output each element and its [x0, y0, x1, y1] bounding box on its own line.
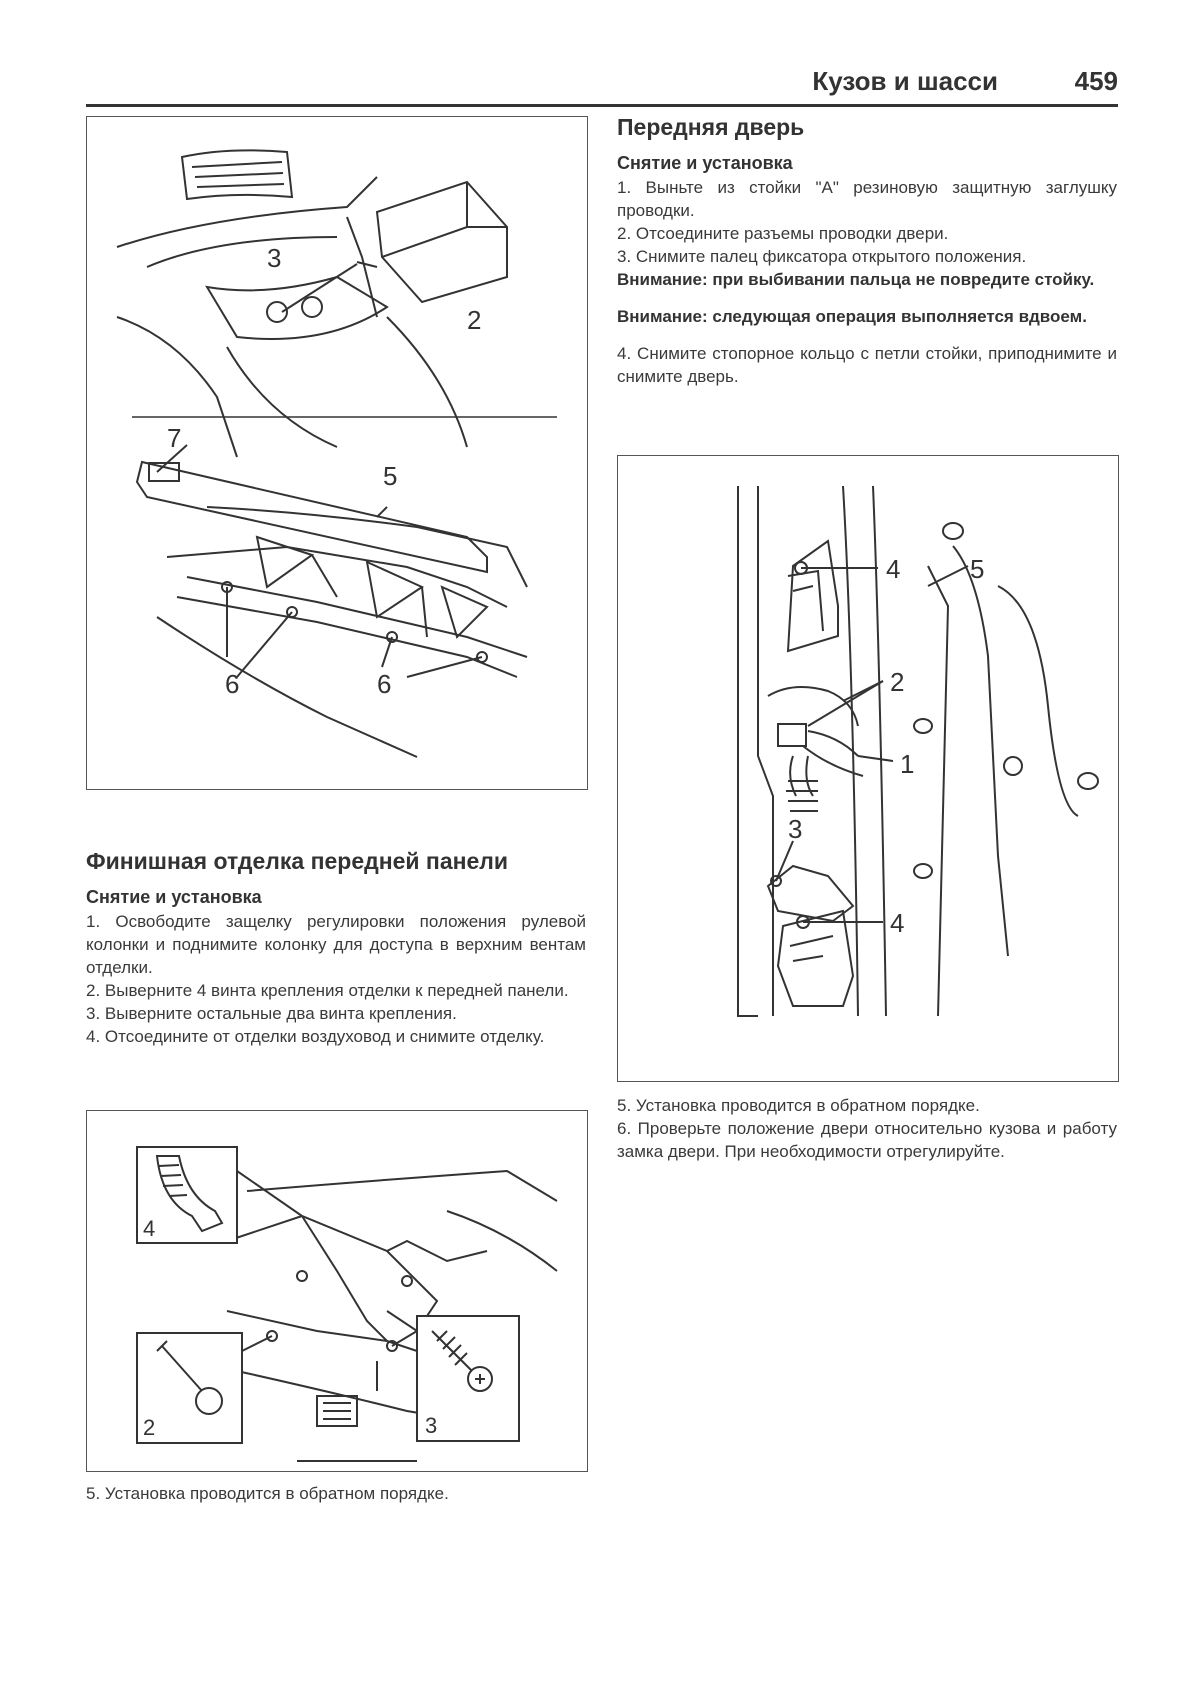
dash-screws-illustration [87, 1111, 587, 1471]
callout-3: 3 [425, 1413, 438, 1438]
figure-front-door-hinges [617, 455, 1119, 1082]
callout-labels [788, 554, 984, 938]
callout-2: 2 [467, 305, 482, 335]
figure-dash-screws [86, 1110, 588, 1472]
page-header [86, 62, 1118, 107]
dash-step-3: 3. Выверните остальные два винта крепления. [86, 1004, 457, 1023]
callout-5: 5 [970, 554, 985, 584]
callout-2: 2 [890, 667, 905, 697]
section-front-door [617, 114, 1117, 388]
callout-7: 7 [167, 423, 182, 453]
dash-panel-subtitle: Снятие и установка [86, 887, 262, 907]
door-warning-1: Внимание: при выбивании пальца не повредите стойку. [617, 270, 1095, 289]
dash-step-2: 2. Выверните 4 винта крепления отделки к передней панели. [86, 981, 569, 1000]
callout-6b: 6 [377, 669, 392, 699]
section-dash-panel [86, 848, 586, 1048]
door-after-steps [617, 1094, 1117, 1163]
dash-step-1: 1. Освободите защелку регулировки положения рулевой колонки и поднимите колонку для доступа в верхним вентам отделки. [86, 912, 586, 977]
callout-1: 1 [900, 749, 915, 779]
callout-2: 2 [143, 1415, 156, 1440]
door-step-1: 1. Выньте из стойки "А" резиновую защитную заглушку проводки. [617, 178, 1117, 220]
callout-5: 5 [383, 461, 398, 491]
dash-final-step-wrap [86, 1482, 586, 1505]
door-hinge-illustration [618, 456, 1118, 1081]
door-step-4: 4. Снимите стопорное кольцо с петли стойки, приподнимите и снимите дверь. [617, 344, 1117, 386]
dash-step-5: 5. Установка проводится в обратном порядке. [86, 1484, 449, 1503]
door-step-2: 2. Отсоедините разъемы проводки двери. [617, 224, 949, 243]
callout-4-bottom: 4 [890, 908, 905, 938]
door-warning-2: Внимание: следующая операция выполняется вдвоем. [617, 307, 1087, 326]
front-door-title: Передняя дверь [617, 114, 805, 140]
front-door-subtitle: Снятие и установка [617, 153, 793, 173]
callout-3: 3 [788, 814, 803, 844]
callout-labels [167, 243, 481, 699]
callout-3: 3 [267, 243, 282, 273]
dash-panel-title: Финишная отделка передней панели [86, 848, 509, 874]
callout-4-top: 4 [886, 554, 901, 584]
callout-6a: 6 [225, 669, 240, 699]
dash-step-4: 4. Отсоедините от отделки воздуховод и снимите отделку. [86, 1027, 545, 1046]
figure-dash-trim-removal [86, 116, 588, 790]
dash-trim-illustration [87, 117, 587, 789]
door-step-5: 5. Установка проводится в обратном порядке. [617, 1096, 980, 1115]
callout-4: 4 [143, 1216, 156, 1241]
page-number: 459 [1074, 66, 1118, 96]
door-step-6: 6. Проверьте положение двери относительно кузова и работу замка двери. При необходимости отрегулируйте. [617, 1119, 1117, 1161]
door-step-3: 3. Снимите палец фиксатора открытого положения. [617, 247, 1027, 266]
section-title: Кузов и шасси [812, 66, 998, 96]
